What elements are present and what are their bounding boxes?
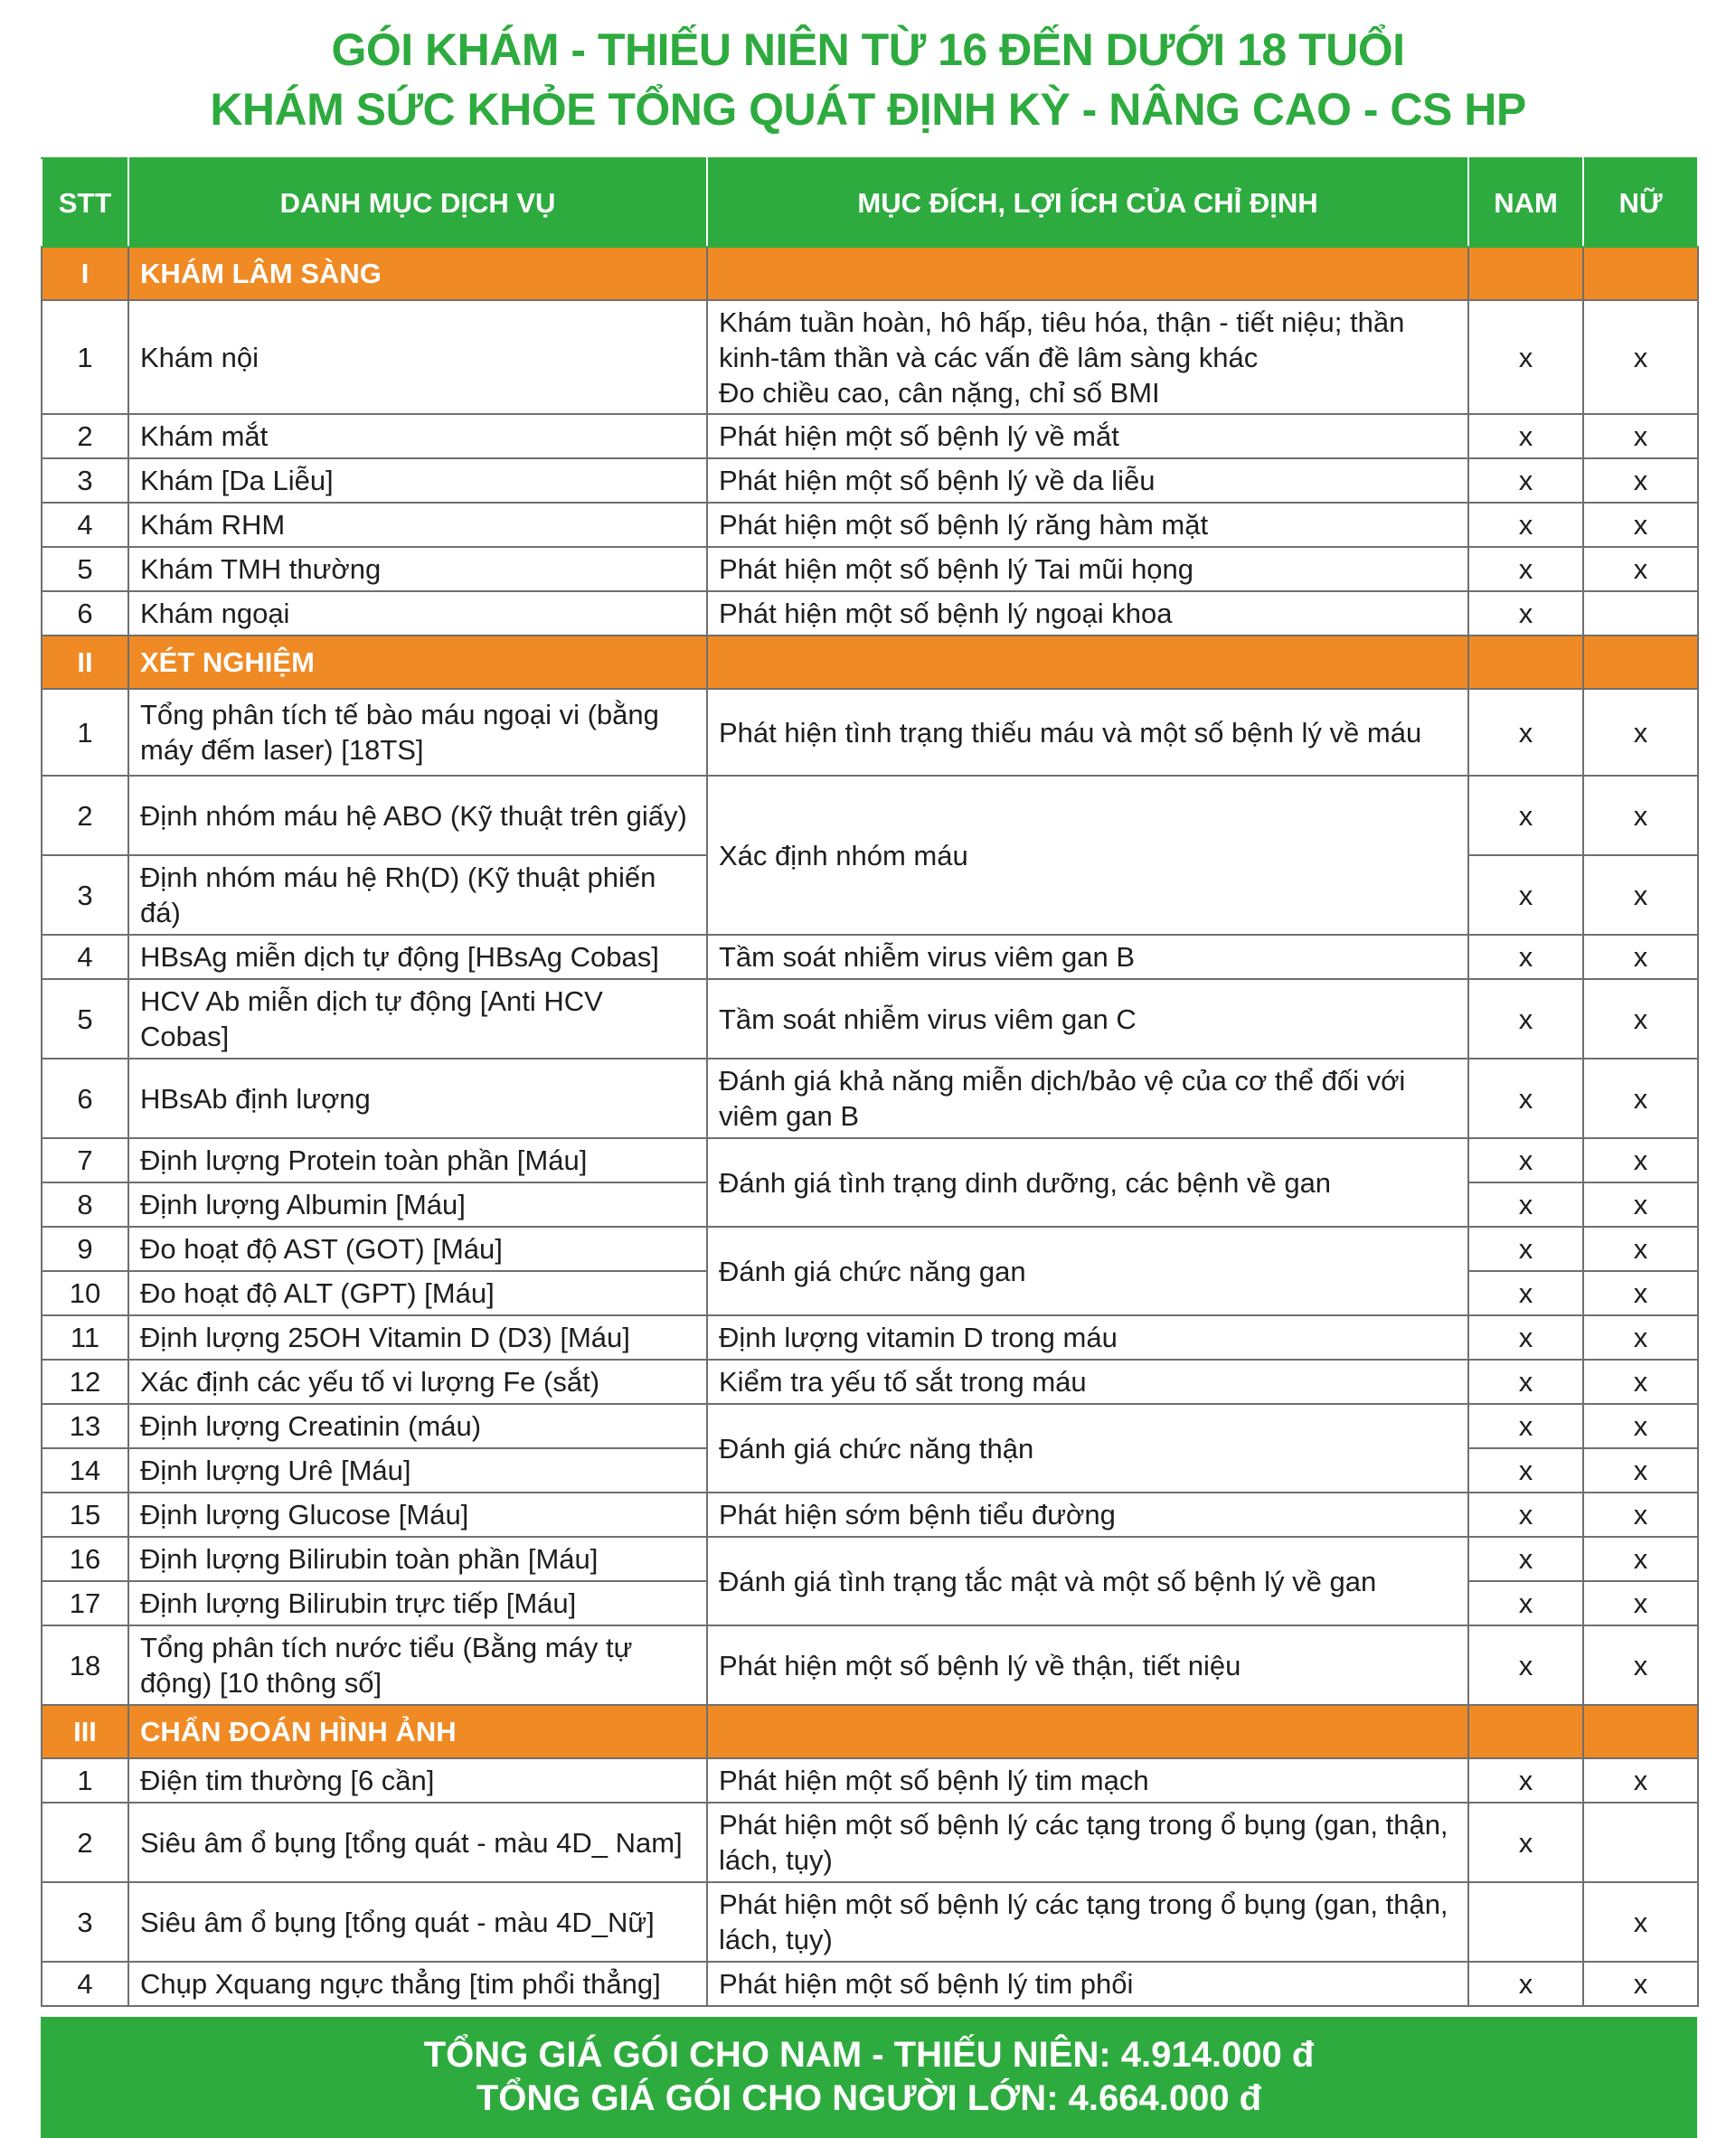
row-stt: 14 xyxy=(42,1448,128,1493)
row-female-mark: x xyxy=(1583,414,1698,458)
row-male-mark: x xyxy=(1468,1315,1583,1360)
row-stt: 2 xyxy=(42,1803,128,1882)
table-row xyxy=(42,1315,1698,1360)
row-female-mark xyxy=(1583,591,1698,636)
row-male-mark: x xyxy=(1468,1227,1583,1271)
row-stt: 3 xyxy=(42,855,128,935)
section-name: CHẨN ĐOÁN HÌNH ẢNH xyxy=(128,1705,707,1758)
row-female-mark: x xyxy=(1583,1182,1698,1227)
section-number: I xyxy=(42,247,128,300)
row-purpose: Phát hiện một số bệnh lý Tai mũi họng xyxy=(707,547,1468,591)
table-row xyxy=(42,1404,1698,1448)
row-male-mark: x xyxy=(1468,1059,1583,1138)
row-service: Định lượng Albumin [Máu] xyxy=(128,1182,707,1227)
row-female-mark: x xyxy=(1583,458,1698,503)
row-female-mark: x xyxy=(1583,776,1698,855)
header-female: NỮ xyxy=(1583,158,1698,247)
row-purpose: Đánh giá chức năng gan xyxy=(707,1227,1468,1315)
row-purpose: Phát hiện một số bệnh lý về thận, tiết niệu xyxy=(707,1625,1468,1705)
row-purpose: Phát hiện một số bệnh lý các tạng trong ổ bụng (gan, thận, lách, tụy) xyxy=(707,1803,1468,1882)
row-service: Định lượng Bilirubin toàn phần [Máu] xyxy=(128,1537,707,1581)
row-service: HBsAg miễn dịch tự động [HBsAg Cobas] xyxy=(128,935,707,979)
row-female-mark: x xyxy=(1583,1537,1698,1581)
row-service: Điện tim thường [6 cần] xyxy=(128,1758,707,1803)
row-service: Siêu âm ổ bụng [tổng quát - màu 4D_ Nam] xyxy=(128,1803,707,1882)
section-name: KHÁM LÂM SÀNG xyxy=(128,247,707,300)
row-service: Khám [Da Liễu] xyxy=(128,458,707,503)
row-purpose: Phát hiện một số bệnh lý các tạng trong ổ bụng (gan, thận, lách, tụy) xyxy=(707,1882,1468,1962)
row-purpose: Phát hiện tình trạng thiếu máu và một số bệnh lý về máu xyxy=(707,689,1468,776)
section-row-imaging xyxy=(42,1705,1698,1758)
table-header-row xyxy=(42,158,1698,247)
row-female-mark: x xyxy=(1583,1882,1698,1962)
row-purpose: Phát hiện một số bệnh lý về mắt xyxy=(707,414,1468,458)
table-row xyxy=(42,1138,1698,1182)
row-stt: 7 xyxy=(42,1138,128,1182)
row-female-mark: x xyxy=(1583,503,1698,547)
table-row xyxy=(42,547,1698,591)
row-stt: 16 xyxy=(42,1537,128,1581)
header-stt: STT xyxy=(42,158,128,247)
table-row xyxy=(42,1962,1698,2006)
row-purpose: Định lượng vitamin D trong máu xyxy=(707,1315,1468,1360)
row-male-mark: x xyxy=(1468,300,1583,414)
row-service: Định lượng Urê [Máu] xyxy=(128,1448,707,1493)
row-stt: 12 xyxy=(42,1360,128,1404)
row-service: Tổng phân tích nước tiểu (Bằng máy tự động) [10 thông số] xyxy=(128,1625,707,1705)
row-male-mark: x xyxy=(1468,935,1583,979)
row-female-mark: x xyxy=(1583,1227,1698,1271)
row-stt: 1 xyxy=(42,689,128,776)
row-purpose: Phát hiện một số bệnh lý tim phổi xyxy=(707,1962,1468,2006)
row-stt: 10 xyxy=(42,1271,128,1315)
table-row xyxy=(42,1493,1698,1537)
row-male-mark: x xyxy=(1468,1360,1583,1404)
row-stt: 18 xyxy=(42,1625,128,1705)
row-purpose: Tầm soát nhiễm virus viêm gan C xyxy=(707,979,1468,1059)
table-row xyxy=(42,1758,1698,1803)
row-female-mark: x xyxy=(1583,1360,1698,1404)
row-stt: 6 xyxy=(42,591,128,636)
row-male-mark: x xyxy=(1468,1271,1583,1315)
row-female-mark: x xyxy=(1583,855,1698,935)
row-stt: 2 xyxy=(42,414,128,458)
row-female-mark: x xyxy=(1583,1271,1698,1315)
row-service: Khám nội xyxy=(128,300,707,414)
row-service: Định lượng Glucose [Máu] xyxy=(128,1493,707,1537)
row-male-mark: x xyxy=(1468,1803,1583,1882)
row-stt: 17 xyxy=(42,1581,128,1625)
row-purpose: Đánh giá khả năng miễn dịch/bảo vệ của cơ thể đối với viêm gan B xyxy=(707,1059,1468,1138)
row-service: HBsAb định lượng xyxy=(128,1059,707,1138)
price-male-teen: TỔNG GIÁ GÓI CHO NAM - THIẾU NIÊN: 4.914.000 đ xyxy=(423,2035,1315,2075)
service-table xyxy=(41,157,1699,2007)
row-service: Chụp Xquang ngực thẳng [tim phổi thẳng] xyxy=(128,1962,707,2006)
row-purpose: Phát hiện một số bệnh lý răng hàm mặt xyxy=(707,503,1468,547)
row-purpose: Kiểm tra yếu tố sắt trong máu xyxy=(707,1360,1468,1404)
row-female-mark: x xyxy=(1583,1581,1698,1625)
row-service: Định lượng Bilirubin trực tiếp [Máu] xyxy=(128,1581,707,1625)
row-male-mark: x xyxy=(1468,1493,1583,1537)
row-purpose: Xác định nhóm máu xyxy=(707,776,1468,935)
table-row xyxy=(42,458,1698,503)
table-row xyxy=(42,1803,1698,1882)
row-stt: 1 xyxy=(42,1758,128,1803)
row-stt: 11 xyxy=(42,1315,128,1360)
row-stt: 13 xyxy=(42,1404,128,1448)
row-service: Định nhóm máu hệ ABO (Kỹ thuật trên giấy) xyxy=(128,776,707,855)
row-male-mark xyxy=(1468,1882,1583,1962)
row-female-mark: x xyxy=(1583,935,1698,979)
row-purpose: Phát hiện sớm bệnh tiểu đường xyxy=(707,1493,1468,1537)
title-line-2: KHÁM SỨC KHỎE TỔNG QUÁT ĐỊNH KỲ - NÂNG CAO - CS HP xyxy=(210,84,1526,135)
row-male-mark: x xyxy=(1468,1625,1583,1705)
row-purpose: Phát hiện một số bệnh lý ngoại khoa xyxy=(707,591,1468,636)
row-stt: 4 xyxy=(42,503,128,547)
row-purpose: Tầm soát nhiễm virus viêm gan B xyxy=(707,935,1468,979)
row-service: Định lượng Protein toàn phần [Máu] xyxy=(128,1138,707,1182)
row-stt: 3 xyxy=(42,1882,128,1962)
row-service: Đo hoạt độ ALT (GPT) [Máu] xyxy=(128,1271,707,1315)
row-male-mark: x xyxy=(1468,1448,1583,1493)
row-purpose: Đánh giá chức năng thận xyxy=(707,1404,1468,1493)
table-row xyxy=(42,1537,1698,1581)
row-female-mark: x xyxy=(1583,1404,1698,1448)
table-row xyxy=(42,689,1698,776)
table-row xyxy=(42,1625,1698,1705)
row-stt: 5 xyxy=(42,979,128,1059)
row-male-mark: x xyxy=(1468,1581,1583,1625)
row-stt: 4 xyxy=(42,1962,128,2006)
package-title xyxy=(0,20,1736,139)
row-female-mark: x xyxy=(1583,1758,1698,1803)
row-service: Xác định các yếu tố vi lượng Fe (sắt) xyxy=(128,1360,707,1404)
row-purpose: Đánh giá tình trạng dinh dưỡng, các bệnh về gan xyxy=(707,1138,1468,1227)
section-number: III xyxy=(42,1705,128,1758)
row-service: Định lượng Creatinin (máu) xyxy=(128,1404,707,1448)
title-line-1: GÓI KHÁM - THIẾU NIÊN TỪ 16 ĐẾN DƯỚI 18 TUỔI xyxy=(331,24,1405,75)
table-row xyxy=(42,1360,1698,1404)
row-service: Đo hoạt độ AST (GOT) [Máu] xyxy=(128,1227,707,1271)
row-service: Khám TMH thường xyxy=(128,547,707,591)
row-purpose: Phát hiện một số bệnh lý tim mạch xyxy=(707,1758,1468,1803)
row-female-mark: x xyxy=(1583,1493,1698,1537)
row-male-mark: x xyxy=(1468,1182,1583,1227)
row-service: Định lượng 25OH Vitamin D (D3) [Máu] xyxy=(128,1315,707,1360)
row-male-mark: x xyxy=(1468,591,1583,636)
row-male-mark: x xyxy=(1468,855,1583,935)
row-female-mark: x xyxy=(1583,1448,1698,1493)
row-female-mark: x xyxy=(1583,1625,1698,1705)
header-service: DANH MỤC DỊCH VỤ xyxy=(128,158,707,247)
row-stt: 4 xyxy=(42,935,128,979)
row-service: Khám RHM xyxy=(128,503,707,547)
row-purpose: Khám tuần hoàn, hô hấp, tiêu hóa, thận - tiết niệu; thần kinh-tâm thần và các vấn đề lâm sàng khác Đo chiều cao, cân nặng, chỉ số BMI xyxy=(707,300,1468,414)
row-male-mark: x xyxy=(1468,458,1583,503)
section-name: XÉT NGHIỆM xyxy=(128,636,707,689)
table-row xyxy=(42,935,1698,979)
row-male-mark: x xyxy=(1468,689,1583,776)
row-female-mark: x xyxy=(1583,979,1698,1059)
row-female-mark xyxy=(1583,1803,1698,1882)
row-male-mark: x xyxy=(1468,1138,1583,1182)
section-row-clinical xyxy=(42,247,1698,300)
row-purpose: Đánh giá tình trạng tắc mật và một số bệnh lý về gan xyxy=(707,1537,1468,1625)
header-purpose: MỤC ĐÍCH, LỢI ÍCH CỦA CHỈ ĐỊNH xyxy=(707,158,1468,247)
row-male-mark: x xyxy=(1468,1962,1583,2006)
row-purpose: Phát hiện một số bệnh lý về da liễu xyxy=(707,458,1468,503)
table-row xyxy=(42,591,1698,636)
row-female-mark: x xyxy=(1583,300,1698,414)
row-male-mark: x xyxy=(1468,979,1583,1059)
table-row xyxy=(42,1882,1698,1962)
header-male: NAM xyxy=(1468,158,1583,247)
section-row-lab-tests xyxy=(42,636,1698,689)
row-female-mark: x xyxy=(1583,1138,1698,1182)
row-service: Khám ngoại xyxy=(128,591,707,636)
table-row xyxy=(42,1059,1698,1138)
table-row xyxy=(42,503,1698,547)
row-service: Tổng phân tích tế bào máu ngoại vi (bằng máy đếm laser) [18TS] xyxy=(128,689,707,776)
table-row xyxy=(42,979,1698,1059)
row-female-mark: x xyxy=(1583,1059,1698,1138)
section-number: II xyxy=(42,636,128,689)
row-male-mark: x xyxy=(1468,1758,1583,1803)
price-footer xyxy=(41,2017,1697,2138)
row-stt: 3 xyxy=(42,458,128,503)
row-male-mark: x xyxy=(1468,1404,1583,1448)
row-service: Siêu âm ổ bụng [tổng quát - màu 4D_Nữ] xyxy=(128,1882,707,1962)
row-stt: 15 xyxy=(42,1493,128,1537)
row-service: HCV Ab miễn dịch tự động [Anti HCV Cobas] xyxy=(128,979,707,1059)
row-service: Khám mắt xyxy=(128,414,707,458)
row-stt: 2 xyxy=(42,776,128,855)
row-female-mark: x xyxy=(1583,1315,1698,1360)
table-row xyxy=(42,414,1698,458)
row-male-mark: x xyxy=(1468,776,1583,855)
row-stt: 8 xyxy=(42,1182,128,1227)
table-row xyxy=(42,300,1698,414)
row-female-mark: x xyxy=(1583,689,1698,776)
row-service: Định nhóm máu hệ Rh(D) (Kỹ thuật phiến đá) xyxy=(128,855,707,935)
row-male-mark: x xyxy=(1468,1537,1583,1581)
row-male-mark: x xyxy=(1468,414,1583,458)
row-female-mark: x xyxy=(1583,547,1698,591)
row-stt: 9 xyxy=(42,1227,128,1271)
table-row xyxy=(42,776,1698,855)
price-adult: TỔNG GIÁ GÓI CHO NGƯỜI LỚN: 4.664.000 đ xyxy=(476,2078,1262,2118)
row-male-mark: x xyxy=(1468,547,1583,591)
row-female-mark: x xyxy=(1583,1962,1698,2006)
table-row xyxy=(42,1227,1698,1271)
row-stt: 6 xyxy=(42,1059,128,1138)
row-male-mark: x xyxy=(1468,503,1583,547)
row-stt: 5 xyxy=(42,547,128,591)
row-stt: 1 xyxy=(42,300,128,414)
